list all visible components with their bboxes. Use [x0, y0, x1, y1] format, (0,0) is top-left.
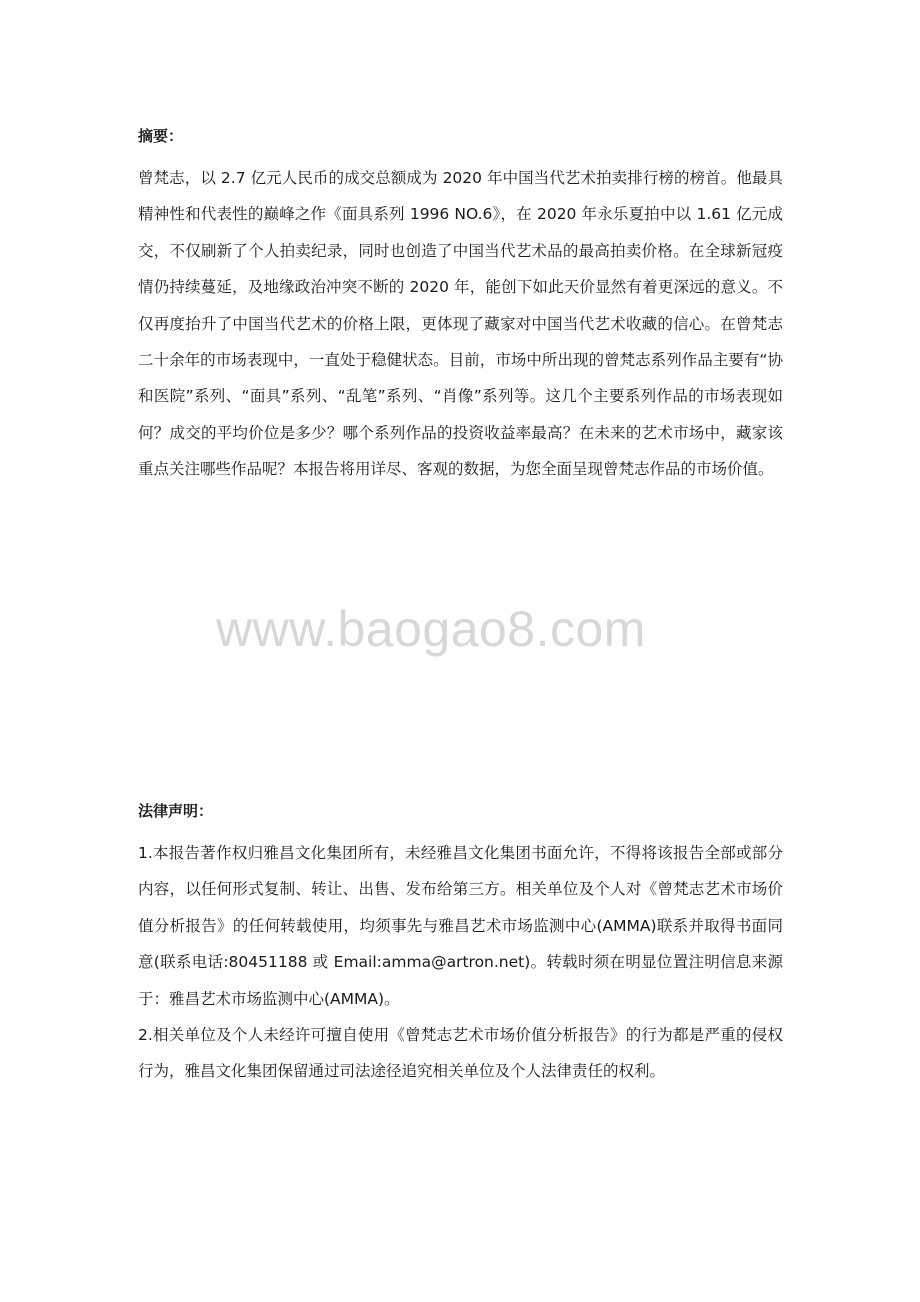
legal-heading: 法律声明： [138, 802, 214, 820]
abstract-heading: 摘要： [138, 127, 184, 145]
abstract-paragraph: 曾梵志，以 2.7 亿元人民币的成交总额成为 2020 年中国当代艺术拍卖排行榜的榜首。他最具精神性和代表性的巅峰之作《面具系列 1996 NO.6》，在 2020 年永乐夏拍中以 1.61 亿元成交，不仅刷新了个人拍卖纪录，同时也创造了中国当代艺术品的最高拍卖价格。在全球新冠疫情仍持续蔓延，及地缘政治冲突不断的 2020 年，能创下如此天价显然有着更深远的意义。不仅再度抬升了中国当代艺术的价格上限，更体现了藏家对中国当代艺术收藏的信心。在曾梵志二十余年的市场表现中，一直处于稳健状态。目前，市场中所出现的曾梵志系列作品主要有“协和医院”系列、“面具”系列、“乱笔”系列、“肖像”系列等。这几个主要系列作品的市场表现如何？成交的平均价位是多少？哪个系列作品的投资收益率最高？在未来的艺术市场中，藏家该重点关注哪些作品呢？本报告将用详尽、客观的数据，为您全面呈现曾梵志作品的市场价值。 [138, 169, 783, 479]
abstract-section [138, 121, 783, 488]
legal-section [138, 796, 783, 1090]
legal-item-2: 2.相关单位及个人未经许可擅自使用《曾梵志艺术市场价值分析报告》的行为都是严重的侵权行为，雅昌文化集团保留通过司法途径追究相关单位及个人法律责任的权利。 [138, 1026, 783, 1081]
watermark: www.baogao8.com [216, 601, 646, 657]
legal-item-1: 1.本报告著作权归雅昌文化集团所有，未经雅昌文化集团书面允许，不得将该报告全部或部分内容，以任何形式复制、转让、出售、发布给第三方。相关单位及个人对《曾梵志艺术市场价值分析报告》的任何转载使用，均须事先与雅昌艺术市场监测中心(AMMA)联系并取得书面同意(联系电话:80451188 或 Email:amma@artron.net)。转载时须在明显位置注明信息来源于：雅昌艺术市场监测中心(AMMA)。 [138, 844, 783, 1008]
